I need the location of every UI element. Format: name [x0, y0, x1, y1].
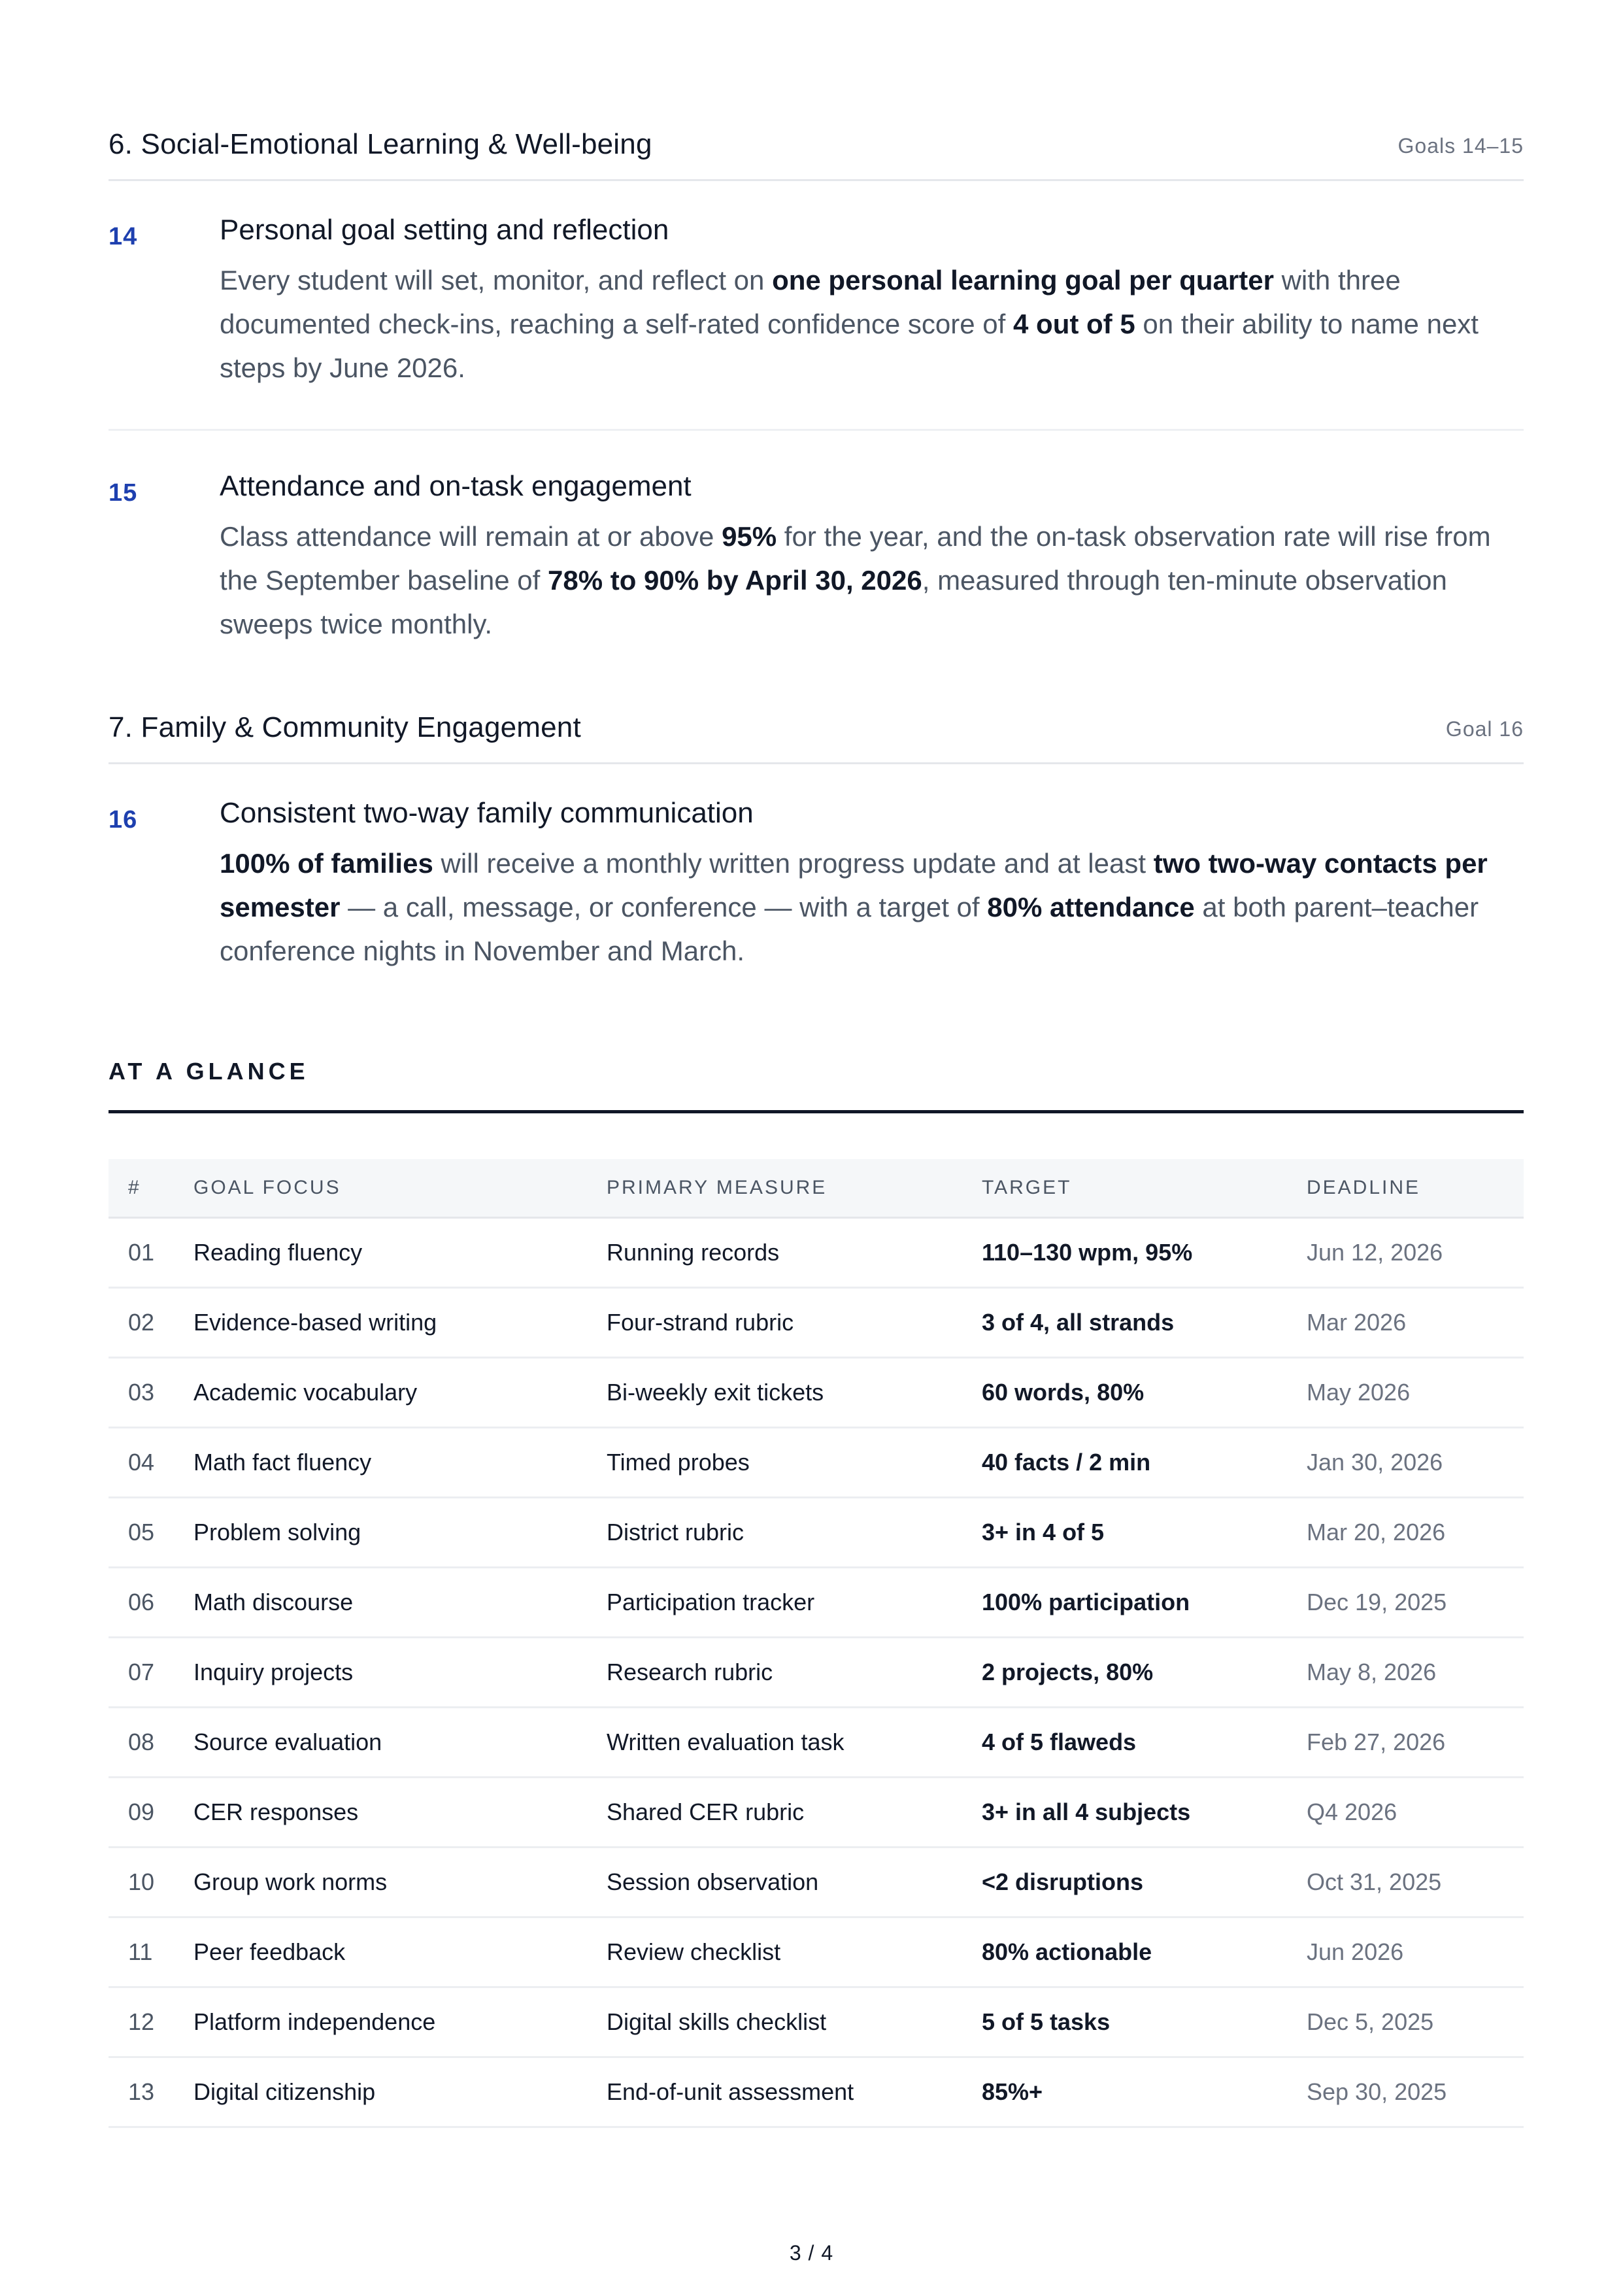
goal-number: 15: [109, 479, 138, 507]
section-title: 6. Social-Emotional Learning & Well-being: [109, 128, 652, 160]
body-text: , measured through ten-minute observation sweeps twice monthly.: [220, 565, 1447, 639]
cell-number: 02: [109, 1288, 193, 1358]
glance-rule: [109, 1110, 1524, 1113]
table-row: [109, 1288, 1524, 1358]
cell-deadline: Oct 31, 2025: [1307, 1848, 1524, 1917]
table-row: [109, 1428, 1524, 1498]
cell-primary-measure: Review checklist: [607, 1917, 982, 1987]
goal-title: Personal goal setting and reflection: [220, 214, 669, 246]
cell-goal-focus: Math fact fluency: [193, 1428, 607, 1498]
body-text: at both parent–teacher conference nights in November and March.: [220, 892, 1479, 966]
table-row: [109, 1917, 1524, 1987]
body-text: for the year, and the on-task observation rate will rise from the September baseline of: [220, 521, 1491, 596]
goal-item: [109, 797, 1524, 973]
emphasis-text: 4 out of 5: [1013, 309, 1135, 339]
cell-number: 04: [109, 1428, 193, 1498]
body-text: Every student will set, monitor, and reflect on: [220, 265, 773, 295]
body-text: will receive a monthly written progress update and at least: [433, 848, 1154, 879]
body-text: on their ability to name next steps by June 2026.: [220, 309, 1479, 383]
cell-number: 07: [109, 1638, 193, 1708]
cell-goal-focus: Reading fluency: [193, 1218, 607, 1288]
cell-target: 100% participation: [982, 1568, 1307, 1638]
cell-primary-measure: End-of-unit assessment: [607, 2057, 982, 2127]
emphasis-text: one personal learning goal per quarter: [772, 265, 1274, 295]
cell-target: 40 facts / 2 min: [982, 1428, 1307, 1498]
cell-goal-focus: Group work norms: [193, 1848, 607, 1917]
cell-target: 3+ in all 4 subjects: [982, 1778, 1307, 1848]
table-row: [109, 1848, 1524, 1917]
page-number: 3 / 4: [789, 2241, 834, 2265]
cell-goal-focus: Academic vocabulary: [193, 1358, 607, 1428]
cell-target: 60 words, 80%: [982, 1358, 1307, 1428]
cell-deadline: Mar 2026: [1307, 1288, 1524, 1358]
cell-goal-focus: Math discourse: [193, 1568, 607, 1638]
cell-target: 3 of 4, all strands: [982, 1288, 1307, 1358]
goals-summary-table: [109, 1159, 1524, 2128]
goal-number: 16: [109, 806, 138, 834]
cell-deadline: Dec 5, 2025: [1307, 1987, 1524, 2057]
section-goal-range: Goal 16: [1445, 717, 1524, 741]
table-body: [109, 1218, 1524, 2127]
goal-description: [220, 841, 1524, 973]
column-header-primary-measure: PRIMARY MEASURE: [607, 1159, 982, 1218]
table-row: [109, 1708, 1524, 1778]
cell-goal-focus: Evidence-based writing: [193, 1288, 607, 1358]
cell-goal-focus: Peer feedback: [193, 1917, 607, 1987]
cell-primary-measure: District rubric: [607, 1498, 982, 1568]
table-row: [109, 1358, 1524, 1428]
goal-body: [220, 470, 1524, 646]
goal-number: 14: [109, 223, 138, 250]
cell-primary-measure: Running records: [607, 1218, 982, 1288]
cell-deadline: Jan 30, 2026: [1307, 1428, 1524, 1498]
table-row: [109, 1638, 1524, 1708]
cell-target: 80% actionable: [982, 1917, 1307, 1987]
cell-number: 11: [109, 1917, 193, 1987]
goal-title: Consistent two-way family communication: [220, 797, 754, 829]
cell-deadline: Q4 2026: [1307, 1778, 1524, 1848]
cell-number: 05: [109, 1498, 193, 1568]
section-goal-range: Goals 14–15: [1397, 134, 1524, 158]
cell-goal-focus: Source evaluation: [193, 1708, 607, 1778]
table-row: [109, 2057, 1524, 2127]
cell-deadline: Jun 12, 2026: [1307, 1218, 1524, 1288]
cell-number: 08: [109, 1708, 193, 1778]
emphasis-text: 95%: [722, 521, 777, 552]
goal-description: [220, 515, 1524, 646]
cell-number: 13: [109, 2057, 193, 2127]
cell-primary-measure: Research rubric: [607, 1638, 982, 1708]
cell-primary-measure: Digital skills checklist: [607, 1987, 982, 2057]
cell-target: 5 of 5 tasks: [982, 1987, 1307, 2057]
goal-item: [109, 470, 1524, 646]
goal-body: [220, 214, 1524, 390]
body-text: — a call, message, or conference — with a target of: [340, 892, 988, 922]
cell-target: 85%+: [982, 2057, 1307, 2127]
cell-primary-measure: Four-strand rubric: [607, 1288, 982, 1358]
page-content: [109, 0, 1524, 2128]
emphasis-text: 100% of families: [220, 848, 433, 879]
cell-deadline: Dec 19, 2025: [1307, 1568, 1524, 1638]
cell-number: 01: [109, 1218, 193, 1288]
cell-goal-focus: CER responses: [193, 1778, 607, 1848]
goal-item: [109, 214, 1524, 390]
cell-target: <2 disruptions: [982, 1848, 1307, 1917]
cell-target: 4 of 5 flaweds: [982, 1708, 1307, 1778]
table-row: [109, 1987, 1524, 2057]
cell-number: 12: [109, 1987, 193, 2057]
emphasis-text: 80% attendance: [987, 892, 1195, 922]
table-row: [109, 1498, 1524, 1568]
cell-goal-focus: Problem solving: [193, 1498, 607, 1568]
cell-primary-measure: Timed probes: [607, 1428, 982, 1498]
goal-description: [220, 258, 1524, 390]
cell-number: 10: [109, 1848, 193, 1917]
body-text: Class attendance will remain at or above: [220, 521, 722, 552]
cell-deadline: Jun 2026: [1307, 1917, 1524, 1987]
cell-number: 03: [109, 1358, 193, 1428]
cell-deadline: Mar 20, 2026: [1307, 1498, 1524, 1568]
cell-primary-measure: Shared CER rubric: [607, 1778, 982, 1848]
cell-goal-focus: Platform independence: [193, 1987, 607, 2057]
body-text: with three documented check-ins, reaching a self-rated confidence score of: [220, 265, 1401, 339]
goal-title: Attendance and on-task engagement: [220, 470, 692, 502]
column-header-target: TARGET: [982, 1159, 1307, 1218]
cell-primary-measure: Bi-weekly exit tickets: [607, 1358, 982, 1428]
cell-primary-measure: Written evaluation task: [607, 1708, 982, 1778]
cell-number: 06: [109, 1568, 193, 1638]
section-header: [109, 711, 1524, 764]
cell-primary-measure: Participation tracker: [607, 1568, 982, 1638]
column-header-goal-focus: GOAL FOCUS: [193, 1159, 607, 1218]
goal-body: [220, 797, 1524, 973]
cell-deadline: May 8, 2026: [1307, 1638, 1524, 1708]
goal-divider: [109, 429, 1524, 431]
cell-target: 3+ in 4 of 5: [982, 1498, 1307, 1568]
cell-primary-measure: Session observation: [607, 1848, 982, 1917]
column-header-number: #: [109, 1159, 193, 1218]
cell-goal-focus: Inquiry projects: [193, 1638, 607, 1708]
table-row: [109, 1568, 1524, 1638]
cell-target: 110–130 wpm, 95%: [982, 1218, 1307, 1288]
table-row: [109, 1778, 1524, 1848]
cell-goal-focus: Digital citizenship: [193, 2057, 607, 2127]
cell-number: 09: [109, 1778, 193, 1848]
cell-deadline: Feb 27, 2026: [1307, 1708, 1524, 1778]
section-title: 7. Family & Community Engagement: [109, 711, 581, 743]
cell-deadline: Sep 30, 2025: [1307, 2057, 1524, 2127]
table-row: [109, 1218, 1524, 1288]
glance-heading: AT A GLANCE: [109, 1058, 309, 1085]
emphasis-text: two two-way contacts per semester: [220, 848, 1488, 922]
cell-target: 2 projects, 80%: [982, 1638, 1307, 1708]
table-header-row: [109, 1159, 1524, 1218]
section-header: [109, 128, 1524, 181]
column-header-deadline: DEADLINE: [1307, 1159, 1524, 1218]
cell-deadline: May 2026: [1307, 1358, 1524, 1428]
emphasis-text: 78% to 90% by April 30, 2026: [548, 565, 922, 596]
